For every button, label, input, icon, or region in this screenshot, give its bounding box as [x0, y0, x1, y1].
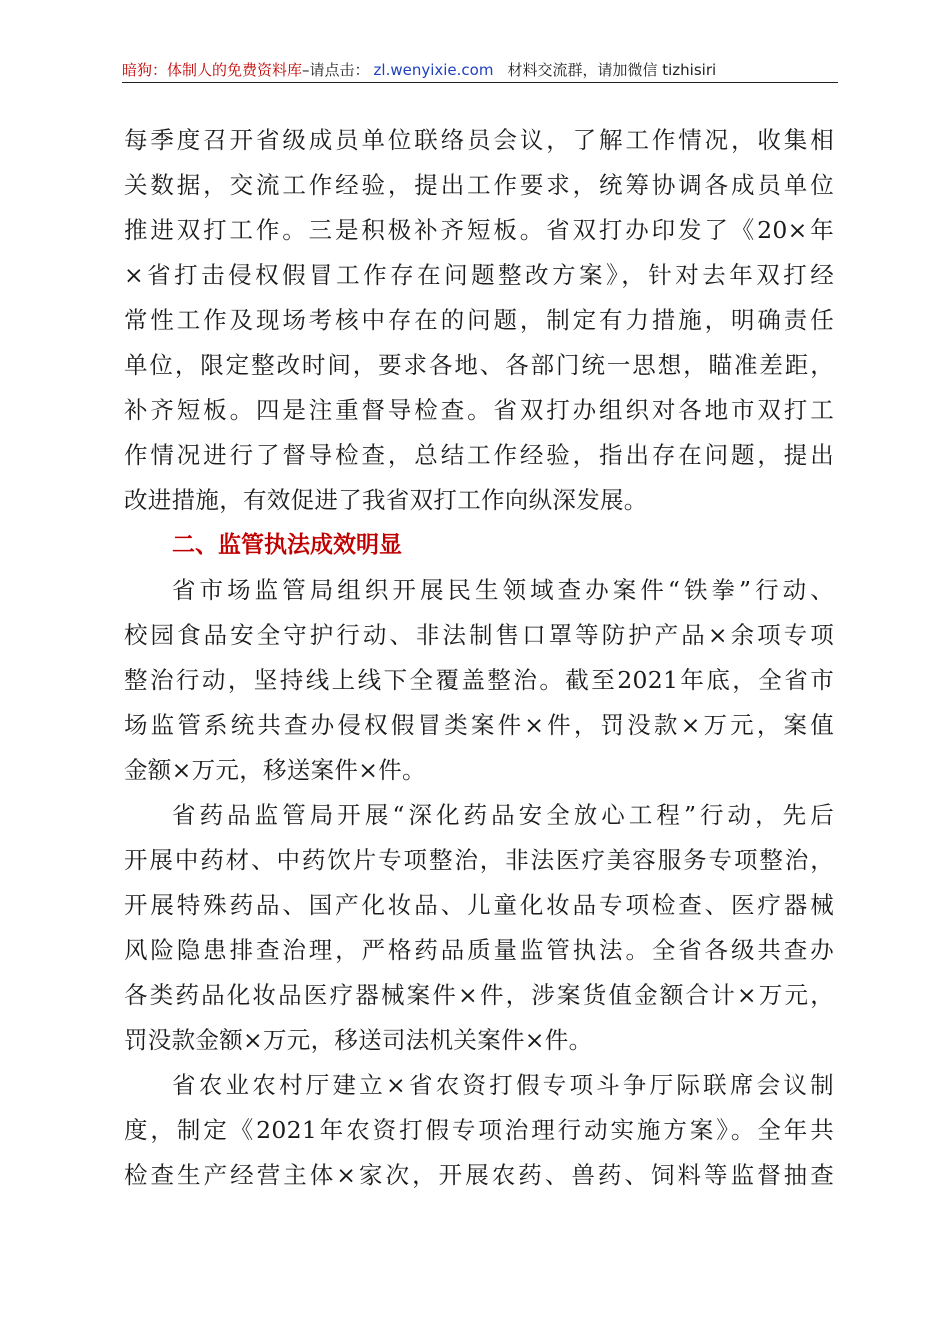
paragraph-line: 整治行动，坚持线上线下全覆盖整治。截至2021年底，全省市: [124, 666, 834, 694]
paragraph-line: 风险隐患排查治理，严格药品质量监管执法。全省各级共查办: [124, 936, 834, 964]
paragraph-line: 省农业农村厅建立×省农资打假专项斗争厅际联席会议制: [172, 1071, 834, 1099]
paragraph-line: 作情况进行了督导检查，总结工作经验，指出存在问题，提出: [124, 441, 834, 469]
paragraph-line: 金额×万元，移送案件×件。: [124, 756, 426, 784]
paragraph-line: 度，制定《2021年农资打假专项治理行动实施方案》。全年共: [124, 1116, 834, 1144]
section-heading: 二、监管执法成效明显: [172, 532, 402, 558]
paragraph-line: 每季度召开省级成员单位联络员会议，了解工作情况，收集相: [124, 126, 834, 154]
paragraph-line: 开展特殊药品、国产化妆品、儿童化妆品专项检查、医疗器械: [124, 891, 834, 919]
paragraph-line: ×省打击侵权假冒工作存在问题整改方案》，针对去年双打经: [124, 261, 834, 289]
header-prompt: –请点击：: [302, 61, 370, 79]
header-link[interactable]: zl.wenyixie.com: [373, 61, 494, 79]
paragraph-line: 改进措施，有效促进了我省双打工作向纵深发展。: [124, 486, 648, 514]
page-header: [122, 58, 838, 83]
paragraph-line: 场监管系统共查办侵权假冒类案件×件，罚没款×万元，案值: [124, 711, 834, 739]
paragraph-line: 补齐短板。四是注重督导检查。省双打办组织对各地市双打工: [124, 396, 834, 424]
paragraph-line: 推进双打工作。三是积极补齐短板。省双打办印发了《20×年: [124, 216, 834, 244]
paragraph-line: 开展中药材、中药饮片专项整治，非法医疗美容服务专项整治，: [124, 846, 834, 874]
paragraph-line: 单位，限定整改时间，要求各地、各部门统一思想，瞄准差距，: [124, 351, 834, 379]
paragraph-line: 各类药品化妆品医疗器械案件×件，涉案货值金额合计×万元，: [124, 981, 834, 1009]
paragraph-line: 检查生产经营主体×家次，开展农药、兽药、饲料等监督抽查: [124, 1161, 834, 1189]
paragraph-line: 常性工作及现场考核中存在的问题，制定有力措施，明确责任: [124, 306, 834, 334]
paragraph-line: 罚没款金额×万元，移送司法机关案件×件。: [124, 1026, 593, 1054]
paragraph-line: 校园食品安全守护行动、非法制售口罩等防护产品×余项专项: [124, 621, 834, 649]
header-brand: 暗狗：体制人的免费资料库: [122, 61, 303, 79]
paragraph-line: 省市场监管局组织开展民生领域查办案件“铁拳”行动、: [172, 576, 834, 604]
header-wechat: 材料交流群，请加微信 tizhisiri: [507, 61, 717, 79]
paragraph-line: 关数据，交流工作经验，提出工作要求，统筹协调各成员单位: [124, 171, 834, 199]
paragraph-line: 省药品监管局开展“深化药品安全放心工程”行动，先后: [172, 801, 834, 829]
